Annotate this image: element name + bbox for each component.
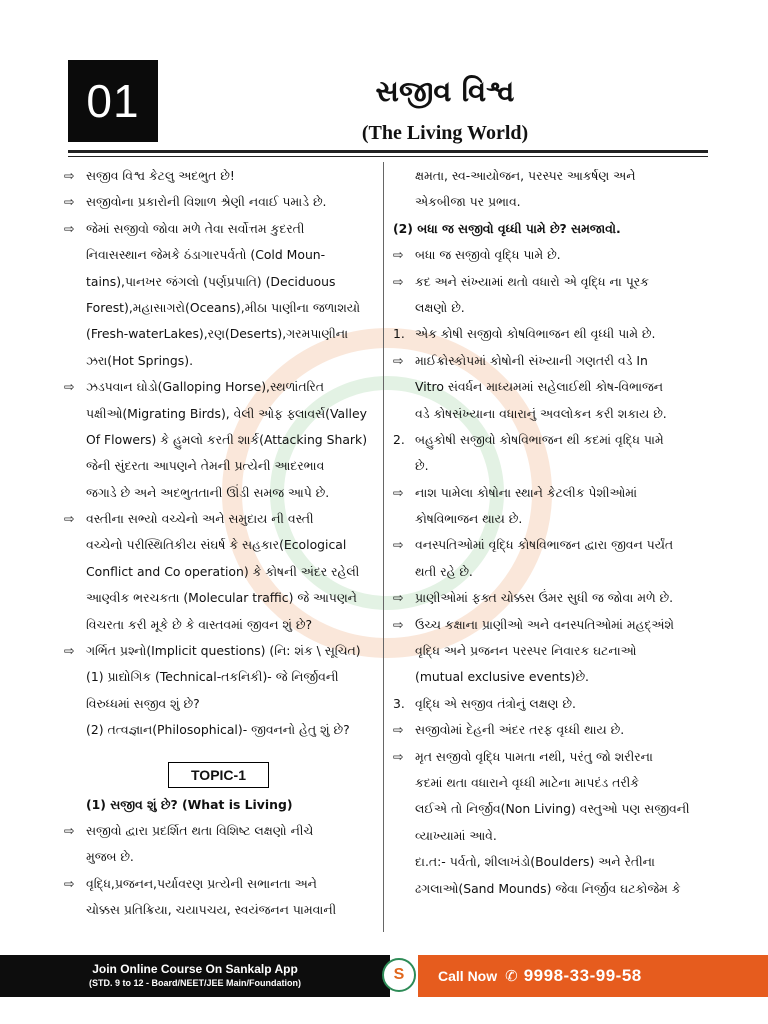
chapter-number: 01 — [68, 60, 158, 142]
footer-banner — [0, 955, 768, 997]
arrow-bullet-icon: ⇨ — [64, 875, 75, 891]
line-text: વૃદ્ધિ,પ્રજનન,પર્યાવરણ પ્રત્યેની સભાનતા અને — [86, 875, 317, 891]
line-text: Conflict and Co operation) કે કોષની અંદર રહેલી — [86, 563, 360, 579]
line-text: (2) તત્વજ્ઞાન(Philosophical)- જીવનનો હેતુ શું છે? — [86, 722, 350, 738]
line-text: પ્રાણીઓમાં ફક્ત ચોક્કસ ઉંમર સુધી જ જોવા મળે છે. — [415, 590, 674, 606]
line-text: સજીવોમાં દેહની અંદર તરફ વૃધ્ધી થાય છે. — [415, 722, 625, 738]
line-text: ઉચ્ચ કક્ષાના પ્રાણીઓ અને વનસ્પતિઓમાં મહદ્અંશે — [415, 616, 674, 632]
text-line — [64, 559, 374, 585]
left-column — [64, 163, 374, 924]
line-text: વૃદ્ધિ અને પ્રજનન પરસ્પર નિવારક ઘટનાઓ — [415, 643, 637, 659]
sankalp-logo-icon: S — [382, 958, 416, 992]
right-column — [393, 163, 711, 902]
line-text: સજીવ વિશ્વ કેટલુ અદભુત છે! — [86, 168, 235, 183]
column-divider — [383, 162, 384, 932]
text-line — [64, 612, 374, 638]
call-now-label: Call Now — [438, 968, 498, 984]
text-line — [64, 348, 374, 374]
arrow-bullet-icon: ⇨ — [393, 590, 404, 606]
line-text: વ્યાખ્યામાં આવે. — [415, 827, 497, 843]
line-text: એક કોષી સજીવો કોષવિભાજન થી વૃધ્ધી પામે છે. — [415, 326, 656, 342]
text-line — [64, 321, 374, 347]
line-text: ક્ષમતા, સ્વ-આયોજન, પરસ્પર આકર્ષણ અને — [415, 168, 636, 183]
text-line — [393, 295, 711, 321]
line-text: ચોક્કસ પ્રતિક્રિયા, ચયાપચય, સ્વયંજનન પામવાની — [86, 902, 337, 918]
line-text: સજીવોના પ્રકારોની વિશાળ શ્રેણી નવાઈ પમાડે છે. — [86, 194, 327, 210]
arrow-bullet-icon: ⇨ — [64, 168, 75, 183]
footer-promo-title: Join Online Course On Sankalp App — [92, 962, 298, 976]
text-line — [393, 796, 711, 822]
line-text: (2) બધા જ સજીવો વૃધ્ધી પામે છે? સમજાવો. — [393, 220, 621, 236]
text-line — [64, 691, 374, 717]
arrow-bullet-icon: ⇨ — [64, 643, 75, 659]
text-line — [64, 871, 374, 897]
text-line — [393, 401, 711, 427]
arrow-bullet-icon: ⇨ — [393, 352, 404, 368]
header-rule — [68, 150, 708, 153]
list-number: 2. — [393, 431, 405, 447]
footer-promo-subtitle: (STD. 9 to 12 - Board/NEET/JEE Main/Foundation) — [88, 978, 301, 988]
line-text: લઈએ તો નિર્જીવ(Non Living) વસ્તુઓ પણ સજીવની — [415, 801, 690, 817]
text-line — [393, 453, 711, 479]
spacer — [64, 744, 374, 758]
arrow-bullet-icon: ⇨ — [64, 220, 75, 236]
text-line — [393, 189, 711, 215]
text-line — [64, 216, 374, 242]
text-line — [393, 163, 711, 189]
text-line — [393, 506, 711, 532]
phone-icon: ✆ — [505, 967, 518, 985]
line-text: કોષવિભાજન થાય છે. — [415, 511, 523, 527]
text-line — [64, 532, 374, 558]
line-text: માઈક્રોસ્કોપમાં કોષોની સંખ્યાની ગણતરી વડે In — [415, 352, 648, 368]
line-text: છે. — [415, 458, 429, 474]
line-text: ઢગલાઓ(Sand Mounds) જેવા નિર્જીવ ઘટકોજેમ કે — [415, 880, 681, 896]
arrow-bullet-icon: ⇨ — [64, 511, 75, 527]
text-line — [64, 638, 374, 664]
line-text: (mutual exclusive events)છે. — [415, 669, 589, 685]
line-text: એકબીજા પર પ્રભાવ. — [415, 194, 521, 210]
line-text: Forest),મહાસાગરો(Oceans),મીઠા પાણીના જળાશયો — [86, 299, 361, 315]
line-text: લક્ષણો છે. — [415, 299, 465, 315]
line-text: વનસ્પતિઓમાં વૃદ્ધિ કોષવિભાજન દ્વારા જીવન પર્યંત — [415, 537, 674, 553]
header-rule-thin — [68, 156, 708, 157]
line-text: વિરુધ્ધમાં સજીવ શું છે? — [86, 695, 200, 711]
text-line — [393, 849, 711, 875]
line-text: બહુકોષી સજીવો કોષવિભાજન થી કદમાં વૃદ્ધિ પામે — [415, 431, 664, 447]
text-line — [64, 453, 374, 479]
text-line — [393, 717, 711, 743]
line-text: ઝરા(Hot Springs). — [86, 352, 194, 368]
text-line — [393, 664, 711, 690]
line-text: વસ્તીના સભ્યો વચ્ચેનો અને સમુદાય ની વસ્તી — [86, 511, 314, 527]
line-text: વડે કોષસંખ્યાના વધારાનું અવલોકન કરી શકાય છે. — [415, 405, 667, 421]
line-text: જેની સુંદરતા આપણને તેમની પ્રત્યેની આદરભાવ — [86, 458, 325, 474]
line-text: કદમાં થતા વધારાને વૃધ્ધી માટેના માપદંડ તરીકે — [415, 774, 640, 790]
text-line — [64, 401, 374, 427]
arrow-bullet-icon: ⇨ — [64, 194, 75, 210]
arrow-bullet-icon: ⇨ — [393, 537, 404, 553]
arrow-bullet-icon: ⇨ — [64, 379, 75, 395]
line-text: જેમાં સજીવો જોવા મળે તેવા સર્વોત્તમ કુદરતી — [86, 220, 305, 236]
line-text: Of Flowers) કે હુમલો કરતી શાર્ક(Attacking Shark) — [86, 431, 368, 447]
phone-number[interactable]: 9998-33-99-58 — [523, 966, 642, 985]
line-text: નાશ પામેલા કોષોના સ્થાને કેટલીક પેશીઓમાં — [415, 484, 638, 500]
line-text: (1) સજીવ શું છે? (What is Living) — [86, 796, 293, 812]
text-line — [64, 189, 374, 215]
text-line — [393, 374, 711, 400]
arrow-bullet-icon: ⇨ — [64, 822, 75, 838]
line-text: વૃદ્ધિ એ સજીવ તંત્રોનું લક્ષણ છે. — [415, 695, 576, 711]
text-line — [393, 585, 711, 611]
text-line — [393, 216, 711, 242]
text-line — [64, 897, 374, 923]
text-line — [393, 638, 711, 664]
page-title: સજીવ વિશ્વ — [375, 74, 515, 108]
text-line — [64, 374, 374, 400]
line-text: આણ્વીક ભરચકતા (Molecular traffic) જે આપણને — [86, 590, 357, 606]
line-text: નિવાસસ્થાન જેમકે ઠંડાગારપર્વતો (Cold Moun- — [86, 247, 326, 263]
line-text: જગાડે છે અને અદભુતતાની ઊંડી સમજ આપે છે. — [86, 484, 330, 500]
line-text: (Fresh-waterLakes),રણ(Deserts),ગરમપાણીના — [86, 326, 349, 342]
text-line — [64, 506, 374, 532]
line-text: મૃત સજીવો વૃદ્ધિ પામતા નથી, પરંતુ જો શરીરના — [415, 748, 653, 764]
text-line — [393, 348, 711, 374]
text-line — [393, 691, 711, 717]
text-line — [393, 321, 711, 347]
text-line — [64, 844, 374, 870]
footer-call[interactable] — [418, 955, 768, 997]
line-text: થતી રહે છે. — [415, 563, 473, 579]
line-text: મુજબ છે. — [86, 849, 134, 865]
arrow-bullet-icon: ⇨ — [393, 748, 404, 764]
text-line — [64, 242, 374, 268]
text-line — [393, 427, 711, 453]
footer-promo[interactable] — [0, 955, 390, 997]
list-number: 3. — [393, 695, 405, 711]
line-text: પક્ષીઓ(Migrating Birds), વેલી ઓફ ફ્લાવર્સ(Valley — [86, 405, 367, 421]
text-line — [64, 295, 374, 321]
text-line — [64, 585, 374, 611]
line-text: દા.ત:- પર્વતો, શીલાખંડો(Boulders) અને રેતીના — [415, 854, 655, 870]
text-line — [393, 242, 711, 268]
text-line — [393, 744, 711, 770]
arrow-bullet-icon: ⇨ — [393, 484, 404, 500]
text-line — [393, 876, 711, 902]
line-text: ગર્ભિત પ્રશ્નો(Implicit questions) (નિ: શંક \ સૂચિત) — [86, 643, 361, 659]
line-text: સજીવો દ્વારા પ્રદર્શિત થતા વિશિષ્ટ લક્ષણો નીચે — [86, 822, 314, 838]
text-line — [64, 269, 374, 295]
page-subtitle: (The Living World) — [361, 122, 529, 144]
line-text: વિચરતા કરી મૂકે છે કે વાસ્તવમાં જીવન શું છે? — [86, 616, 313, 632]
text-line — [393, 770, 711, 796]
text-line — [393, 480, 711, 506]
text-line — [64, 480, 374, 506]
arrow-bullet-icon: ⇨ — [393, 247, 404, 263]
topic-label: TOPIC-1 — [168, 762, 269, 788]
text-line — [64, 664, 374, 690]
line-text: tains),પાનખર જંગલો (પર્ણપ્રપાતિ) (Deciduous — [86, 273, 336, 289]
line-text: વચ્ચેનો પરીસ્થિતિકીય સંઘર્ષ કે સહકાર(Ecological — [86, 537, 347, 553]
text-line — [393, 532, 711, 558]
text-line — [393, 823, 711, 849]
text-line — [64, 818, 374, 844]
text-line — [64, 427, 374, 453]
line-text: (1) પ્રાદ્યોગિક (Technical-તકનિકી)- જે નિર્જીવની — [86, 669, 339, 685]
line-text: ઝડપવાન ઘોડો(Galloping Horse),સ્થળાંતરિત — [86, 379, 324, 395]
line-text: બધા જ સજીવો વૃદ્ધિ પામે છે. — [415, 247, 561, 263]
text-line — [393, 559, 711, 585]
topic-heading-row — [64, 758, 374, 792]
text-line — [64, 163, 374, 189]
arrow-bullet-icon: ⇨ — [393, 273, 404, 289]
text-line — [393, 269, 711, 295]
line-text: કદ અને સંખ્યામાં થતો વધારો એ વૃદ્ધિ ના પૂરક — [415, 273, 649, 289]
list-number: 1. — [393, 326, 405, 342]
text-line — [64, 717, 374, 743]
arrow-bullet-icon: ⇨ — [393, 616, 404, 632]
line-text: Vitro સંવર્ધન માધ્યમમાં સહેલાઈથી કોષ-વિભાજન — [415, 379, 663, 395]
text-line — [64, 792, 374, 818]
text-line — [393, 612, 711, 638]
arrow-bullet-icon: ⇨ — [393, 722, 404, 738]
